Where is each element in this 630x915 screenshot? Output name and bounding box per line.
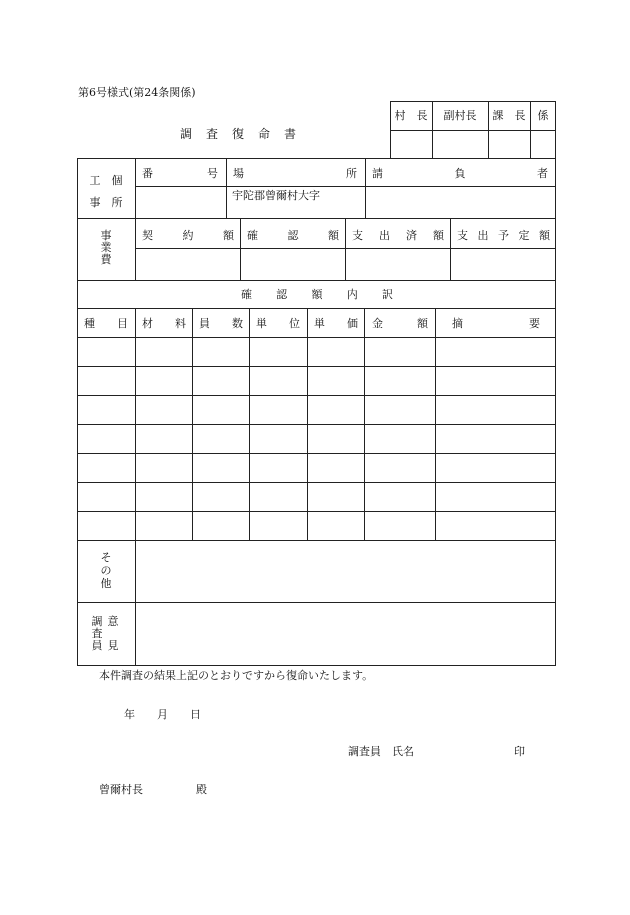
place-label-char: 場: [233, 167, 244, 180]
cost-header-char: 支: [457, 229, 468, 242]
approval-stamp-staff[interactable]: [531, 131, 555, 158]
opinion-label-col1: 調 査 員: [91, 615, 103, 652]
approval-stamp-village-head[interactable]: [391, 131, 431, 158]
table-row[interactable]: [78, 425, 555, 453]
approval-header-section-chief: 課 長: [492, 109, 526, 122]
document-title: 調 査 復 命 書: [180, 127, 298, 141]
cost-header-contract-amount: [142, 230, 234, 241]
table-row[interactable]: [78, 483, 555, 511]
breakdown-header-char: 数: [232, 317, 243, 330]
cost-header-paid-amount: [352, 230, 444, 241]
honorific: 殿: [196, 783, 207, 796]
report-date[interactable]: 年 月 日: [124, 708, 201, 721]
cost-header-char: 定: [518, 229, 530, 242]
approval-stamp-deputy-head[interactable]: [433, 131, 487, 158]
breakdown-title-char: 内: [346, 288, 358, 301]
breakdown-header-unit-price: [314, 318, 358, 329]
breakdown-header-char: 摘: [452, 317, 463, 330]
project-cost-label: 事 業 費: [100, 229, 112, 266]
table-row[interactable]: [78, 367, 555, 395]
breakdown-title-char: 訳: [382, 288, 393, 301]
breakdown-header-char: 材: [142, 317, 153, 330]
investigator-name-field[interactable]: [425, 742, 510, 758]
breakdown-header-amount: [372, 318, 428, 329]
cost-header-char: 額: [223, 229, 234, 242]
cost-header-char: 認: [287, 229, 299, 242]
approval-header-staff: 係: [537, 109, 549, 122]
cost-header-char: 額: [328, 229, 339, 242]
table-row[interactable]: [78, 512, 555, 540]
cost-header-char: 出: [379, 229, 390, 242]
breakdown-title: [241, 289, 393, 300]
contractor-label-char: 者: [537, 167, 548, 180]
addressee: 曾爾村長: [99, 783, 143, 796]
breakdown-header-char: 位: [289, 317, 300, 330]
cost-header-char: 出: [477, 229, 489, 242]
paid-amount-field[interactable]: [346, 249, 449, 279]
cost-header-char: 契: [142, 229, 153, 242]
breakdown-title-char: 確: [241, 288, 252, 301]
breakdown-header-remarks: [452, 318, 540, 329]
breakdown-header-char: 料: [175, 317, 186, 330]
number-label: [142, 168, 218, 179]
breakdown-title-char: 認: [276, 288, 288, 301]
approval-header-deputy-head: 副村長: [443, 109, 477, 122]
cost-header-confirmed-amount: [247, 230, 339, 241]
place-label: [233, 168, 357, 179]
contractor-label-char: 負: [454, 167, 466, 180]
breakdown-header-char: 価: [347, 317, 358, 330]
approval-stamp-section-chief[interactable]: [489, 131, 529, 158]
breakdown-header-char: 単: [314, 317, 325, 330]
report-statement: 本件調査の結果上記のとおりですから復命いたします。: [99, 669, 374, 682]
construction-site-label: 工 個 事 所: [89, 174, 123, 209]
planned-amount-field[interactable]: [451, 249, 555, 279]
breakdown-header-quantity: [199, 318, 243, 329]
breakdown-header-unit: [256, 318, 300, 329]
cost-header-char: 額: [433, 229, 444, 242]
breakdown-header-char: 金: [372, 317, 383, 330]
table-row[interactable]: [78, 338, 555, 366]
cost-header-char: 約: [182, 229, 194, 242]
breakdown-header-char: 員: [199, 317, 210, 330]
opinion-label-col2: 意 見: [107, 615, 119, 652]
confirmed-amount-field[interactable]: [241, 249, 344, 279]
investigator-name-label: 調査員 氏名: [348, 745, 414, 758]
place-label-char: 所: [346, 167, 357, 180]
breakdown-header-item: [84, 318, 128, 329]
cost-header-char: 額: [539, 229, 550, 242]
cost-header-char: 確: [247, 229, 258, 242]
cost-header-char: 支: [352, 229, 363, 242]
breakdown-header-char: 単: [256, 317, 267, 330]
breakdown-header-char: 要: [529, 317, 540, 330]
contractor-field[interactable]: [366, 187, 555, 217]
seal-mark: 印: [514, 745, 525, 758]
number-label-char: 番: [142, 167, 153, 180]
number-field[interactable]: [136, 187, 225, 217]
other-field[interactable]: [136, 541, 555, 601]
other-label: そ の 他: [100, 551, 112, 590]
breakdown-title-char: 額: [311, 288, 323, 301]
cost-header-planned-amount: [457, 230, 550, 241]
cost-header-char: 済: [406, 229, 417, 242]
breakdown-header-material: [142, 318, 186, 329]
breakdown-header-char: 額: [417, 317, 428, 330]
number-label-char: 号: [207, 167, 218, 180]
breakdown-header-char: 種: [84, 317, 95, 330]
approval-header-village-head: 村 長: [394, 109, 428, 122]
contractor-label: [372, 168, 548, 179]
breakdown-header-char: 目: [117, 317, 128, 330]
place-field[interactable]: 宇陀郡曾爾村大字: [232, 189, 320, 202]
cost-header-char: 予: [498, 229, 509, 242]
opinion-field[interactable]: [136, 603, 555, 665]
contract-amount-field[interactable]: [136, 249, 239, 279]
contractor-label-char: 請: [372, 167, 383, 180]
table-row[interactable]: [78, 396, 555, 424]
table-row[interactable]: [78, 454, 555, 482]
form-id: 第6号様式(第24条関係): [78, 86, 196, 99]
